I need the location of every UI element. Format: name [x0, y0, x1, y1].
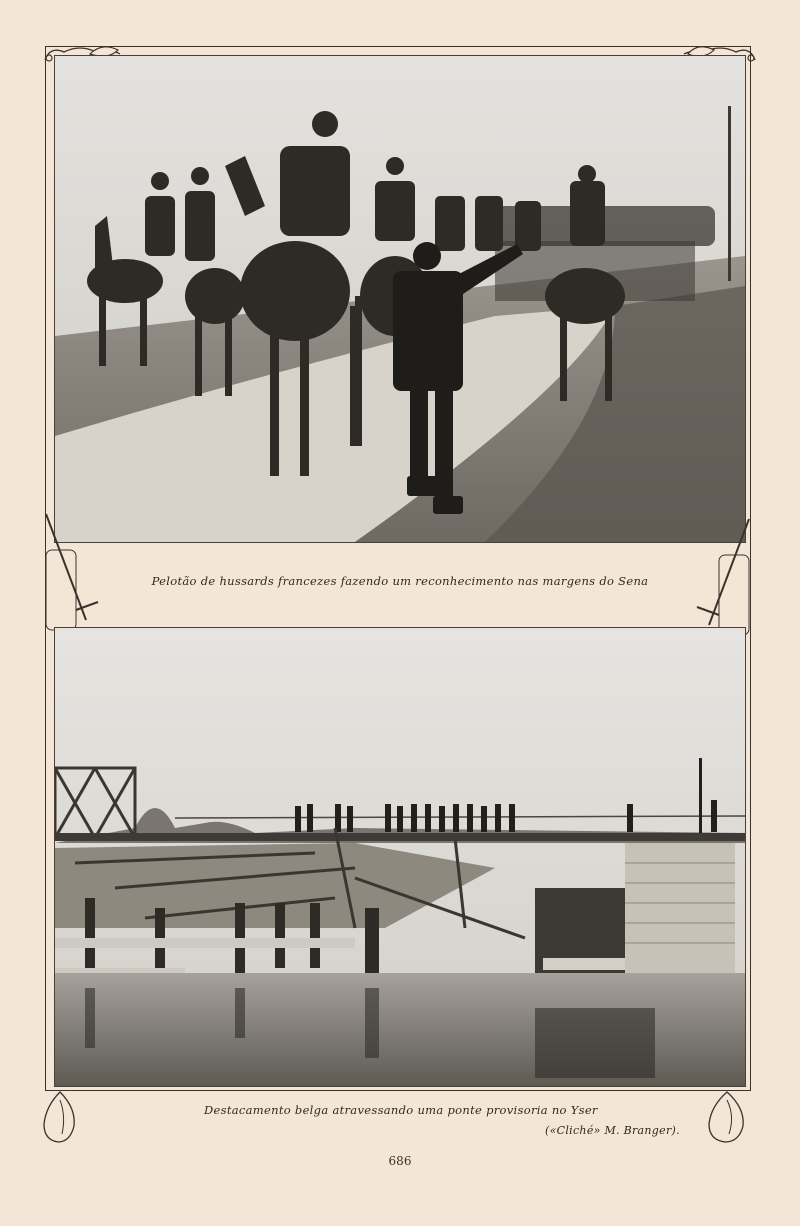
photo-credit: («Cliché» M. Branger). — [545, 1124, 680, 1137]
corner-ornament-bottom-right — [705, 1088, 749, 1146]
photo-bridge-yser — [54, 627, 746, 1087]
photo-hussards-patrol — [54, 55, 746, 543]
corner-ornament-bottom-left — [40, 1088, 80, 1146]
caption-top: Pelotão de hussards francezes fazendo um reconhecimento nas margens do Sena — [151, 574, 649, 588]
page-number: 686 — [388, 1154, 412, 1168]
caption-bottom: Destacamento belga atravessando uma ponte provisoria no Yser — [204, 1103, 598, 1117]
